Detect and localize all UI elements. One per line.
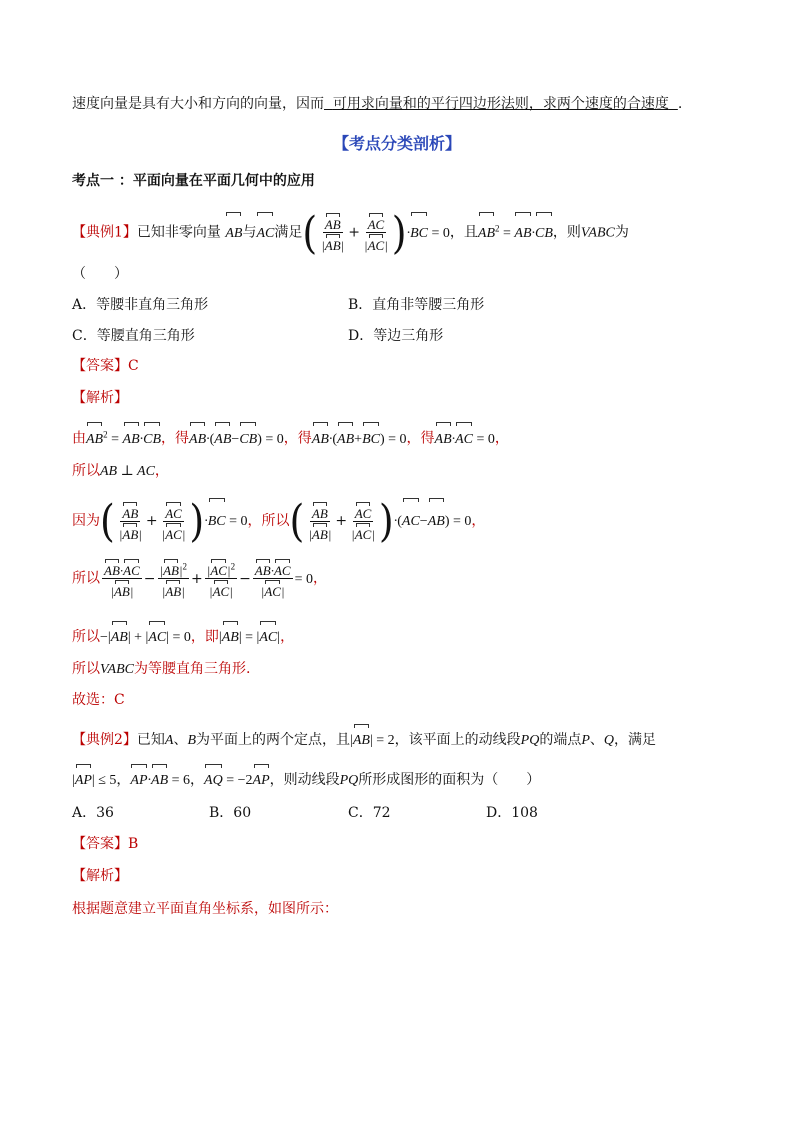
vector-ac: AC	[256, 211, 274, 252]
example2-answer: 【答案】B	[72, 836, 139, 852]
example1-choice: 故选：C	[72, 692, 125, 708]
intro-answer-blank: 可用求向量和的平行四边形法则，求两个速度的合速度	[332, 96, 669, 112]
example1-analysis-label: 【解析】	[72, 390, 128, 406]
ex2-option-c: C．72	[348, 805, 391, 821]
ex2-option-b: B．60	[209, 805, 252, 821]
vector-ab: AB	[225, 211, 242, 252]
example1-answer: 【答案】C	[72, 358, 139, 374]
ex2-option-a: A．36	[72, 805, 114, 821]
intro-text: 速度向量是具有大小和方向的向量，因而	[72, 96, 324, 112]
option-d: D．等边三角形	[348, 328, 444, 344]
example1-bracket: （ ）	[72, 266, 128, 282]
topic-heading: 考点一 ：平面向量在平面几何中的应用	[72, 173, 315, 189]
option-c: C．等腰直角三角形	[72, 328, 195, 344]
example1-question: 【典例1】已知非零向量 AB与AC满足( $\frac{AB}{|AB|}$ + $\frac{AC}{|AC|}$ )·BC = 0，且$AB^2 = AB\cdot CB$，则VABC为	[72, 207, 629, 258]
example1-label: 【典例1】	[72, 224, 137, 241]
section-title: 【考点分类剖析】	[332, 134, 461, 153]
solution-step4: 所以 $\frac{AB\cdot AC}{|AB|}$ − $\frac{|AB|^2}{|AB|}$ + $\frac{|AC|^2}{|AC|}$ − $\frac{AB\cdot AC}{|AC|}$ = 0，	[72, 558, 327, 600]
solution-step2: 所以AB ⊥ AC，	[72, 463, 169, 479]
fraction-ac-unit: $\frac{AC}{|AC|}$	[362, 212, 390, 253]
solution-step6: 所以VABC为等腰直角三角形.	[72, 661, 251, 677]
option-a: A．等腰非直角三角形	[72, 297, 209, 313]
example2-question-line2: |AP| ≤ 5，AP·AB = 6，AQ = −2AP，则动线段PQ所形成图形的面积为（ ）	[72, 763, 540, 794]
solution-step5: 所以−|AB| + |AC| = 0，即|AB| = |AC|，	[72, 620, 294, 651]
solution-step1: 由$AB^2 = AB\cdot CB$，得AB·(AB−CB) = 0，得AB·(AB+BC) = 0，得AB·AC = 0，	[72, 420, 509, 454]
ex2-option-d: D．108	[486, 805, 538, 821]
solution-step3: 因为( $\frac{AB}{|AB|}$ + $\frac{AC}{|AC|}$ )·BC = 0，所以( $\frac{AB}{|AB|}$ + $\frac{AC}{|AC|}$ )·(AC−AB) = 0，	[72, 495, 486, 547]
example2-solution-start: 根据题意建立平面直角坐标系，如图所示：	[72, 901, 338, 917]
example2-question-line1: 【典例2】已知A、B为平面上的两个定点，且|AB| = 2，该平面上的动线段PQ的端点P、Q，满足	[72, 723, 656, 754]
example2-analysis-label: 【解析】	[72, 868, 128, 884]
intro-line: 速度向量是具有大小和方向的向量，因而 可用求向量和的平行四边形法则，求两个速度的合速度 .	[72, 96, 683, 112]
fraction-ab-unit: $\frac{AB}{|AB|}$	[319, 212, 346, 253]
example1-options-row1	[72, 295, 208, 315]
option-b: B．直角非等腰三角形	[348, 297, 485, 313]
example2-label: 【典例2】	[72, 732, 137, 748]
